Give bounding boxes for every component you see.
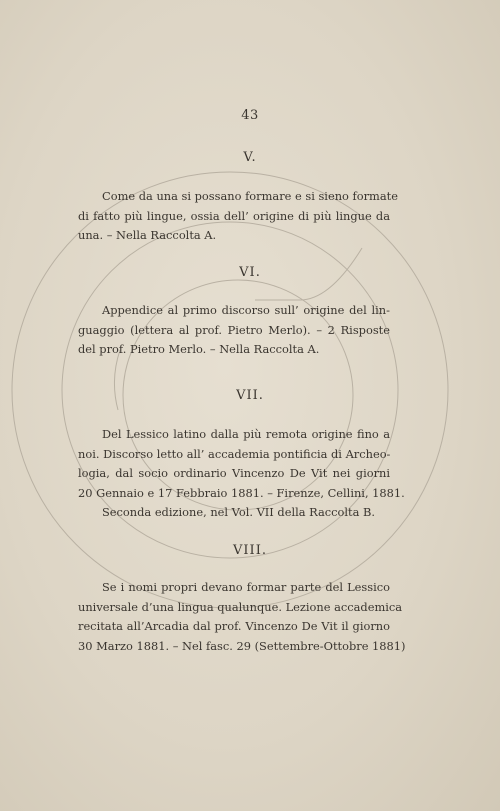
section-heading-vi: VI. bbox=[239, 265, 261, 280]
section-text-vii bbox=[78, 425, 405, 523]
text-line: del prof. Pietro Merlo. – Nella Raccolta A. bbox=[78, 342, 320, 356]
text-line: universale d’una lingua qualunque. Lezione accademica bbox=[78, 599, 403, 614]
section-heading-v: V. bbox=[243, 150, 257, 165]
section-text-vi bbox=[78, 301, 390, 360]
section-text-v bbox=[78, 187, 398, 246]
section-heading-vii: VII. bbox=[236, 388, 264, 403]
text-line: di fatto più lingue, ossia dell’ origine di più lingue da bbox=[78, 208, 390, 223]
text-line: recitata all’Arcadia dal prof. Vincenzo De Vit il giorno bbox=[78, 619, 390, 633]
text-line: Seconda edizione, nel Vol. VII della Raccolta B. bbox=[102, 505, 376, 519]
text-line: Se i nomi propri devano formar parte del Lessico bbox=[102, 580, 390, 594]
text-line: noi. Discorso letto all’ accademia pontificia di Archeo- bbox=[78, 446, 391, 461]
text-line: Come da una si possano formare e si sieno formate bbox=[102, 189, 398, 203]
text-line: Appendice al primo discorso sull’ origine del lin- bbox=[102, 303, 390, 317]
section-text-viii bbox=[78, 578, 406, 656]
text-line: Del Lessico latino dalla più remota origine fino a bbox=[102, 427, 390, 441]
text-line: 30 Marzo 1881. – Nel fasc. 29 (Settembre-Ottobre 1881) bbox=[78, 638, 406, 653]
page-number: 43 bbox=[241, 108, 259, 123]
section-heading-viii: VIII. bbox=[233, 543, 267, 558]
text-line: logia, dal socio ordinario Vincenzo De Vit nei giorni bbox=[78, 466, 390, 480]
text-line: una. – Nella Raccolta A. bbox=[78, 228, 217, 242]
text-line: guaggio (lettera al prof. Pietro Merlo). – 2 Risposte bbox=[78, 322, 390, 337]
text-line: 20 Gennaio e 17 Febbraio 1881. – Firenze, Cellini, 1881. bbox=[78, 485, 405, 500]
